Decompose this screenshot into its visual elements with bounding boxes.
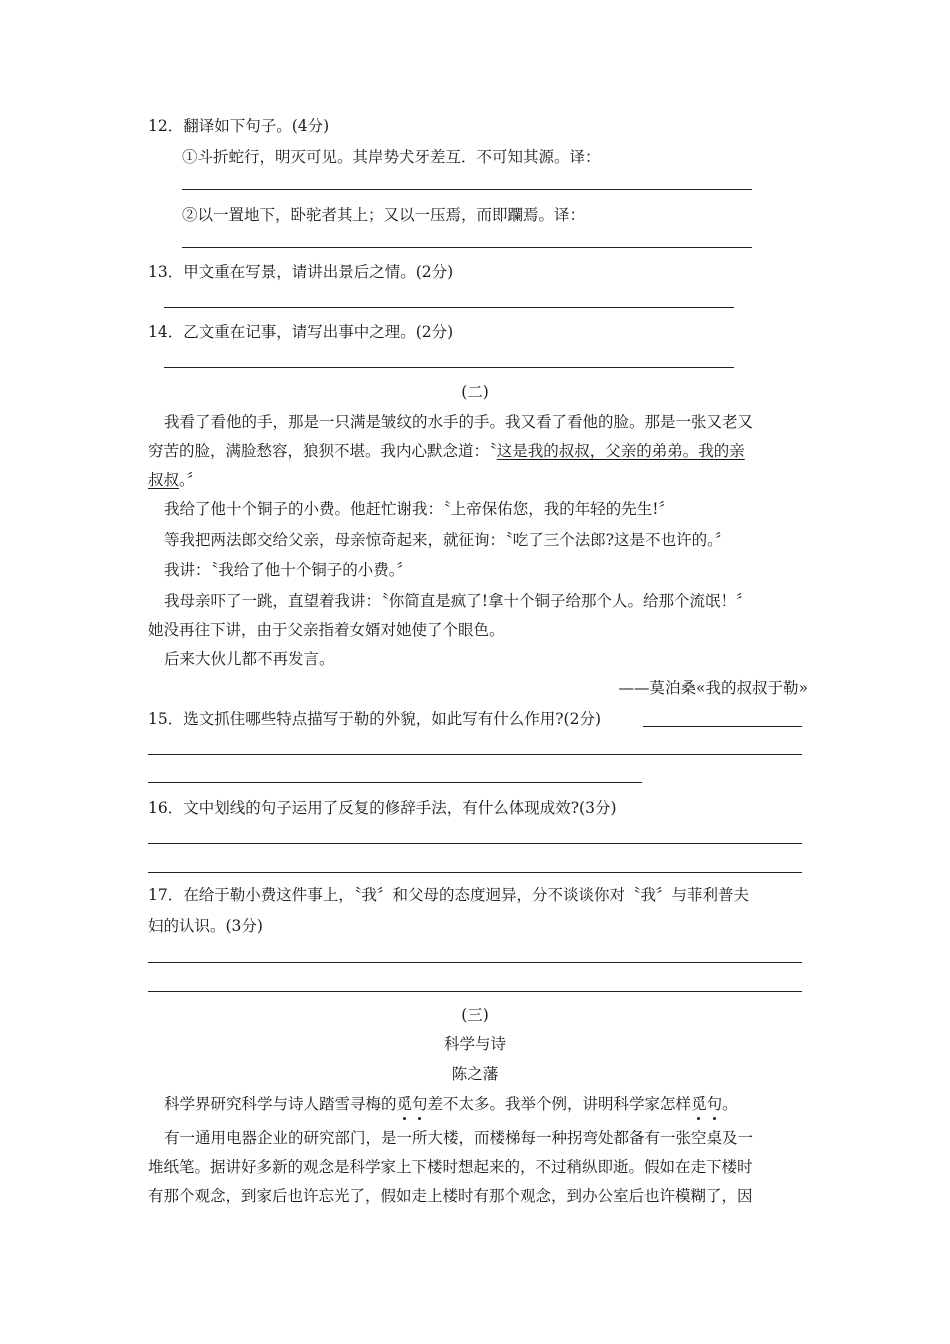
question-12-title: 12．翻译如下句子。(4分) bbox=[148, 117, 330, 135]
answer-line-12-2[interactable] bbox=[182, 247, 752, 248]
p1-text-b: 差不太多。我举个例，讲明科学家怎样 bbox=[427, 1095, 692, 1113]
section-2-paragraph-2: 我给了他十个铜子的小费。他赶忙谢我：〝上帝保佑您，我的年轻的先生!〞 bbox=[164, 500, 674, 518]
section-2-paragraph-3: 等我把两法郎交给父亲，母亲惊奇起来，就征询：〝吃了三个法郎?这是不也许的。〞 bbox=[164, 531, 731, 549]
section-2-paragraph-5b: 她没再往下讲，由于父亲指着女婿对她使了个眼色。 bbox=[148, 621, 505, 639]
answer-line-15-1[interactable] bbox=[148, 754, 802, 755]
answer-line-17-2[interactable] bbox=[148, 991, 802, 992]
emphasis-char-4: 句 bbox=[706, 1095, 723, 1113]
section-2-paragraph-1a: 我看了看他的手，那是一只满是皱纹的水手的手。我又看了看他的脸。那是一张又老又 bbox=[164, 413, 754, 431]
question-15-title: 15．选文抓住哪些特点描写于勒的外貌，如此写有什么作用?(2分) bbox=[148, 710, 601, 728]
p1-text-c: 。 bbox=[722, 1095, 738, 1113]
emphasis-char-2: 句 bbox=[412, 1095, 428, 1113]
paragraph-1b-plain: 穷苦的脸，满脸愁容，狼狈不堪。我内心默念道：〝 bbox=[148, 442, 497, 460]
answer-line-12-1[interactable] bbox=[182, 189, 752, 190]
section-3-paragraph-2c: 有那个观念，到家后也许忘光了，假如走上楼时有那个观念，到办公室后也许模糊了，因 bbox=[148, 1187, 753, 1205]
section-2-source: ——莫泊桑«我的叔叔于勒» bbox=[618, 679, 808, 697]
section-3-paragraph-1 bbox=[164, 1094, 738, 1114]
question-17-title-b: 妇的认识。(3分) bbox=[148, 917, 263, 935]
answer-line-15-inline[interactable] bbox=[643, 726, 802, 727]
section-3-paragraph-2b: 堆纸笔。据讲好多新的观念是科学家上下楼时想起来的，不过稍纵即逝。假如在走下楼时 bbox=[148, 1158, 753, 1176]
question-12-sentence-2: ②以一置地下，卧驼者其上；又以一压焉，而即躝焉。译： bbox=[182, 206, 586, 224]
answer-line-15-2[interactable] bbox=[148, 782, 642, 783]
answer-line-13[interactable] bbox=[164, 307, 734, 308]
section-3-author: 陈之藩 bbox=[451, 1065, 499, 1083]
question-13-title: 13．甲文重在写景，请讲出景后之情。(2分) bbox=[148, 263, 454, 281]
question-16-title: 16．文中划线的句子运用了反复的修辞手法，有什么体现成效?(3分) bbox=[148, 799, 617, 817]
section-2-paragraph-4: 我讲：〝我给了他十个铜子的小费。〞 bbox=[164, 561, 413, 579]
section-3-paragraph-2a: 有一通用电器企业的研究部门，是一所大楼，而楼梯每一种拐弯处都备有一张空桌及一 bbox=[164, 1129, 754, 1147]
emphasis-char-3: 觅 bbox=[691, 1095, 707, 1113]
section-2-paragraph-1b bbox=[148, 441, 745, 461]
section-2-paragraph-6: 后来大伙儿都不再发言。 bbox=[164, 650, 335, 668]
section-2-paragraph-5a: 我母亲吓了一跳，直望着我讲：〝你简直是疯了!拿十个铜子给那个人。给那个流氓！〞 bbox=[164, 592, 752, 610]
question-17-title-a: 17．在给于勒小费这件事上，〝我〞和父母的态度迥异，分不谈谈你对〝我〞与菲利普夫 bbox=[148, 886, 749, 904]
answer-line-17-1[interactable] bbox=[148, 962, 802, 963]
answer-line-16-1[interactable] bbox=[148, 843, 802, 844]
paragraph-1c-plain: 。〞 bbox=[179, 471, 203, 489]
question-12-sentence-1: ①斗折蛇行，明灭可见。其岸势犬牙差互．不可知其源。译： bbox=[182, 148, 601, 166]
answer-line-14[interactable] bbox=[164, 367, 734, 368]
section-2-paragraph-1c bbox=[148, 470, 202, 490]
p1-text-a: 科学界研究科学与诗人踏雪寻梅的 bbox=[164, 1095, 397, 1113]
underlined-sentence-end: 叔叔 bbox=[148, 471, 180, 489]
answer-line-16-2[interactable] bbox=[148, 872, 802, 873]
section-3-heading: (三) bbox=[461, 1006, 489, 1024]
question-14-title: 14．乙文重在记事，请写出事中之理。(2分) bbox=[148, 323, 454, 341]
section-3-title: 科学与诗 bbox=[443, 1035, 506, 1053]
section-2-heading: (二) bbox=[461, 383, 489, 401]
underlined-sentence: 这是我的叔叔，父亲的弟弟。我的亲 bbox=[496, 442, 745, 460]
emphasis-char-1: 觅 bbox=[396, 1095, 413, 1113]
